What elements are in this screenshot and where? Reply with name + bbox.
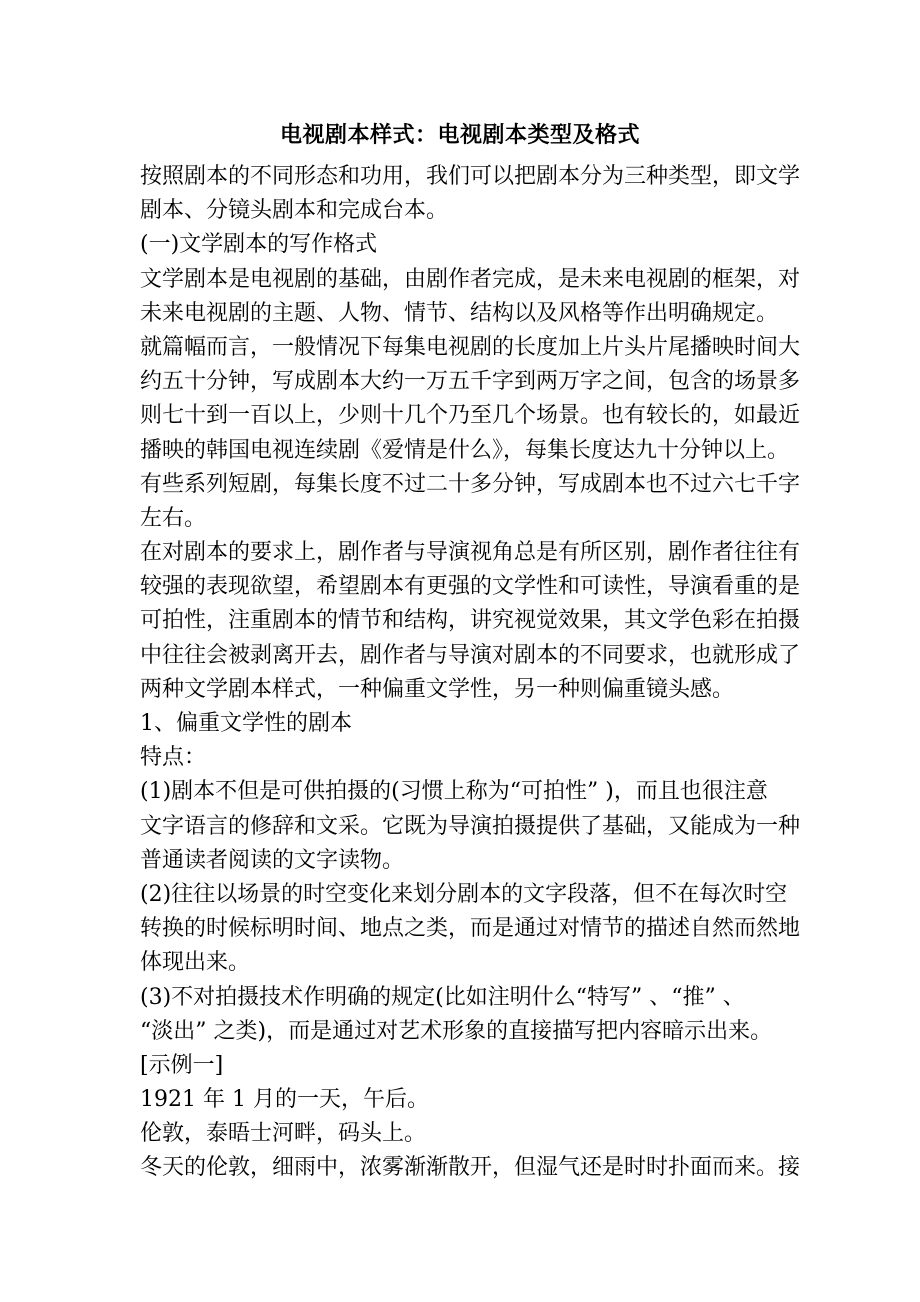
document-title: 电视剧本样式：电视剧本类型及格式 [279,122,640,148]
text-line: 就篇幅而言，一般情况下每集电视剧的长度加上片头片尾播映时间大 [140,334,801,360]
text-line: 两种文学剧本样式，一种偏重文学性，另一种则偏重镜头感。 [140,676,735,702]
text-line: 在对剧本的要求上，剧作者与导演视角总是有所区别，剧作者往往有 [140,540,801,566]
text-line: 则七十到一百以上，少则十几个乃至几个场景。也有较长的，如最近 [140,403,801,429]
text-line: 未来电视剧的主题、人物、情节、结构以及风格等作出明确规定。 [140,300,779,326]
text-line: 转换的时候标明时间、地点之类，而是通过对情节的描述自然而然地 [140,916,801,942]
text-line: (1)剧本不但是可供拍摄的(习惯上称为“可拍性” )，而且也很注意 [140,779,768,805]
text-line: “淡出” 之类)，而是通过对艺术形象的直接描写把内容暗示出来。 [140,1018,773,1044]
text-line: (2)往往以场景的时空变化来划分剧本的文字段落，但不在每次时空 [140,881,788,907]
text-line: 中往往会被剥离开去，剧作者与导演对剧本的不同要求，也就形成了 [140,642,801,668]
text-line: 伦敦，泰晤士河畔，码头上。 [140,1121,427,1147]
text-line: 较强的表现欲望，希望剧本有更强的文学性和可读性，导演看重的是 [140,574,801,600]
text-line: 文字语言的修辞和文采。它既为导演拍摄提供了基础，又能成为一种 [140,813,801,839]
section-heading: 1、偏重文学性的剧本 [140,711,352,736]
text-line: (3)不对拍摄技术作明确的规定(比如注明什么“特写” 、“推” 、 [140,984,745,1010]
text-line: 可拍性，注重剧本的情节和结构，讲究视觉效果，其文学色彩在拍摄 [140,608,801,634]
text-line: 剧本、分镜头剧本和完成台本。 [140,198,449,224]
text-line: 冬天的伦敦，细雨中，浓雾渐渐散开，但湿气还是时时扑面而来。接 [140,1155,801,1181]
text-line: 左右。 [140,505,207,531]
text-line: 1921 年 1 月的一天，午后。 [140,1087,429,1113]
text-line: 按照剧本的不同形态和功用，我们可以把剧本分为三种类型，即文学 [140,164,801,189]
section-heading: (一)文学剧本的写作格式 [140,232,378,258]
text-line: 特点： [140,745,207,771]
text-line: 体现出来。 [140,950,251,976]
example-label: [示例一] [140,1052,224,1078]
document-body [140,160,801,1186]
text-line: 文学剧本是电视剧的基础，由剧作者完成，是未来电视剧的框架，对 [140,266,801,292]
text-line: 有些系列短剧，每集长度不过二十多分钟，写成剧本也不过六七千字 [140,471,801,497]
text-line: 播映的韩国电视连续剧《爱情是什么》，每集长度达九十分钟以上。 [140,437,790,463]
text-line: 普通读者阅读的文字读物。 [140,847,405,873]
text-line: 约五十分钟，写成剧本大约一万五千字到两万字之间，包含的场景多 [140,369,801,395]
